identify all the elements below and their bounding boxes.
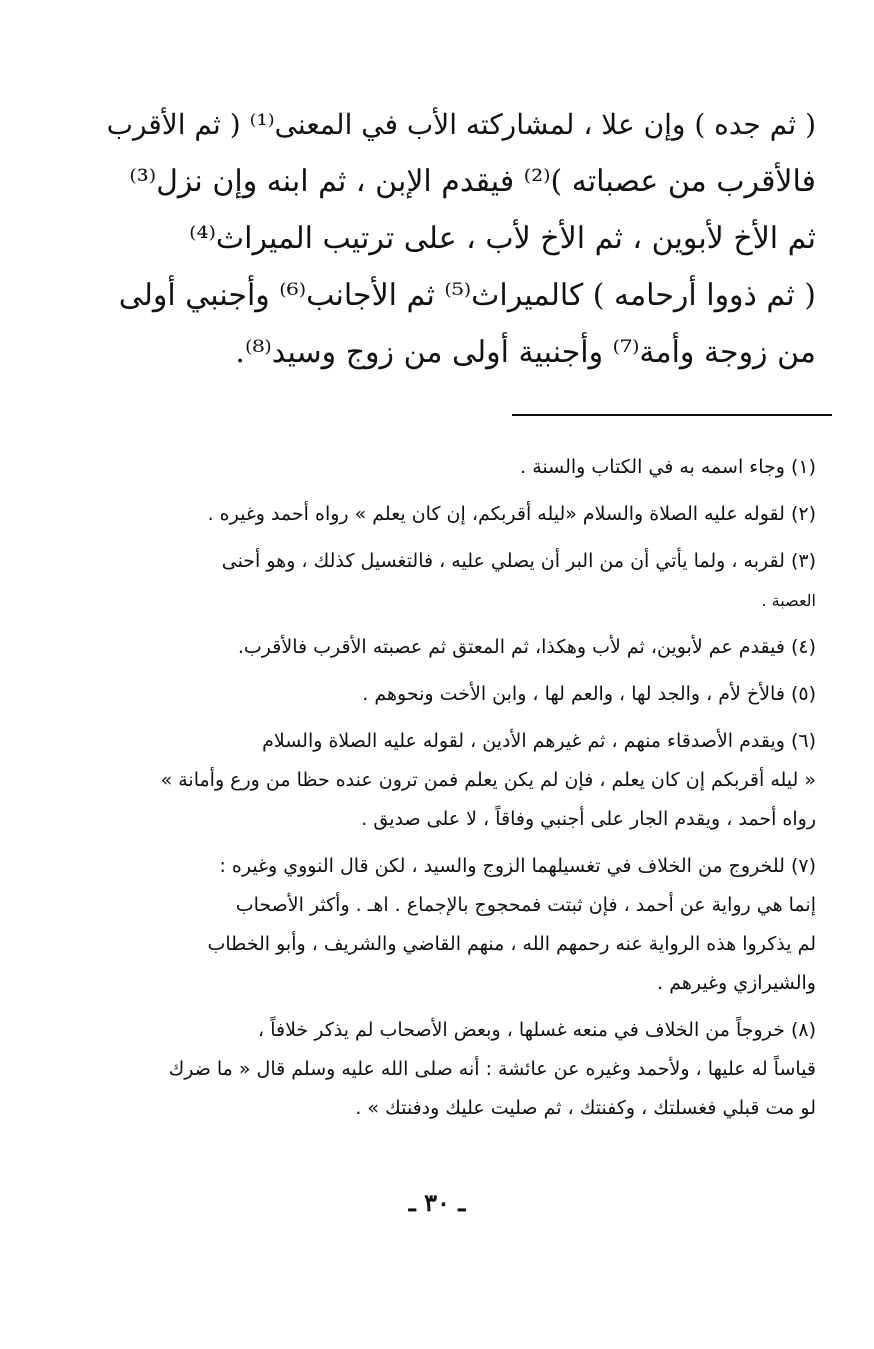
footnote-2 [96,495,816,534]
footnote-line: (٤) فيقدم عم لأبوين، ثم لأب وهكذا، ثم المعتق ثم عصبته الأقرب فالأقرب. [237,636,816,658]
footnote-line: (٢) لقوله عليه الصلاة والسلام «ليله أقربكم، إن كان يعلم » رواه أحمد وغيره . [207,503,816,525]
main-text-line: ( ثم ذووا أرحامه ) كالميراث⁽⁵⁾ ثم الأجانب⁽⁶⁾ وأجنبي أولى [118,278,816,313]
footnote-5 [96,675,816,714]
footnote-divider [512,414,832,416]
footnote-line: « ليله أقربكم إن كان يعلم ، فإن لم يكن يعلم فمن ترون عنده حظا من ورع وأمانة » [160,769,816,791]
footnote-line: العصبة . [761,591,816,610]
footnote-line: والشيرازي وغيرهم . [657,972,816,994]
footnote-line: لو مت قبلي فغسلتك ، وكفنتك ، ثم صليت عليك ودفنتك » . [355,1097,816,1119]
footnote-line: (١) وجاء اسمه به في الكتاب والسنة . [520,456,816,478]
main-text-line: ثم الأخ لأبوين ، ثم الأخ لأب ، على ترتيب الميراث⁽⁴⁾ [189,221,816,256]
footnote-8 [96,1011,816,1128]
footnote-line: (٣) لقربه ، ولما يأتي أن من البر أن يصلي عليه ، فالتغسيل كذلك ، وهو أحنى [221,550,816,572]
footnote-line: (٦) ويقدم الأصدقاء منهم ، ثم غيرهم الأدين ، لقوله عليه الصلاة والسلام [262,730,816,752]
main-text-line: من زوجة وأمة⁽⁷⁾ وأجنبية أولى من زوج وسيد⁽⁸⁾. [235,335,816,370]
footnote-line: قياساً له عليها ، ولأحمد وغيره عن عائشة : أنه صلى الله عليه وسلم قال « ما ضرك [168,1058,816,1080]
footnote-line: (٥) فالأخ لأم ، والجد لها ، والعم لها ، وابن الأخت ونحوهم . [362,683,816,705]
page-number: ـ ٣٠ ـ [408,1188,466,1217]
footnote-line: رواه أحمد ، ويقدم الجار على أجنبي وفاقاً ، لا على صديق . [361,808,816,830]
footnote-3 [96,542,816,620]
footnote-7 [96,847,816,1003]
footnote-1 [96,448,816,487]
footnote-6 [96,722,816,839]
footnote-4 [96,628,816,667]
footnote-line: (٧) للخروج من الخلاف في تغسيلهما الزوج والسيد ، لكن قال النووي وغيره : [219,855,816,877]
footnote-line: إنما هي رواية عن أحمد ، فإن ثبتت فمحجوج بالإجماع . اهـ . وأكثر الأصحاب [235,894,816,916]
main-text-line: ( ثم جده ) وإن علا ، لمشاركته الأب في المعنى⁽¹⁾ ( ثم الأقرب [106,108,816,141]
main-text-line: فالأقرب من عصباته )⁽²⁾ فيقدم الإبن ، ثم ابنه وإن نزل⁽³⁾ [129,164,816,199]
main-text-block [96,96,816,381]
footnote-line: (٨) خروجاً من الخلاف في منعه غسلها ، وبعض الأصحاب لم يذكر خلافاً ، [258,1019,816,1041]
footnotes-section [96,448,816,1136]
footnote-line: لم يذكروا هذه الرواية عنه رحمهم الله ، منهم القاضي والشريف ، وأبو الخطاب [207,933,816,955]
